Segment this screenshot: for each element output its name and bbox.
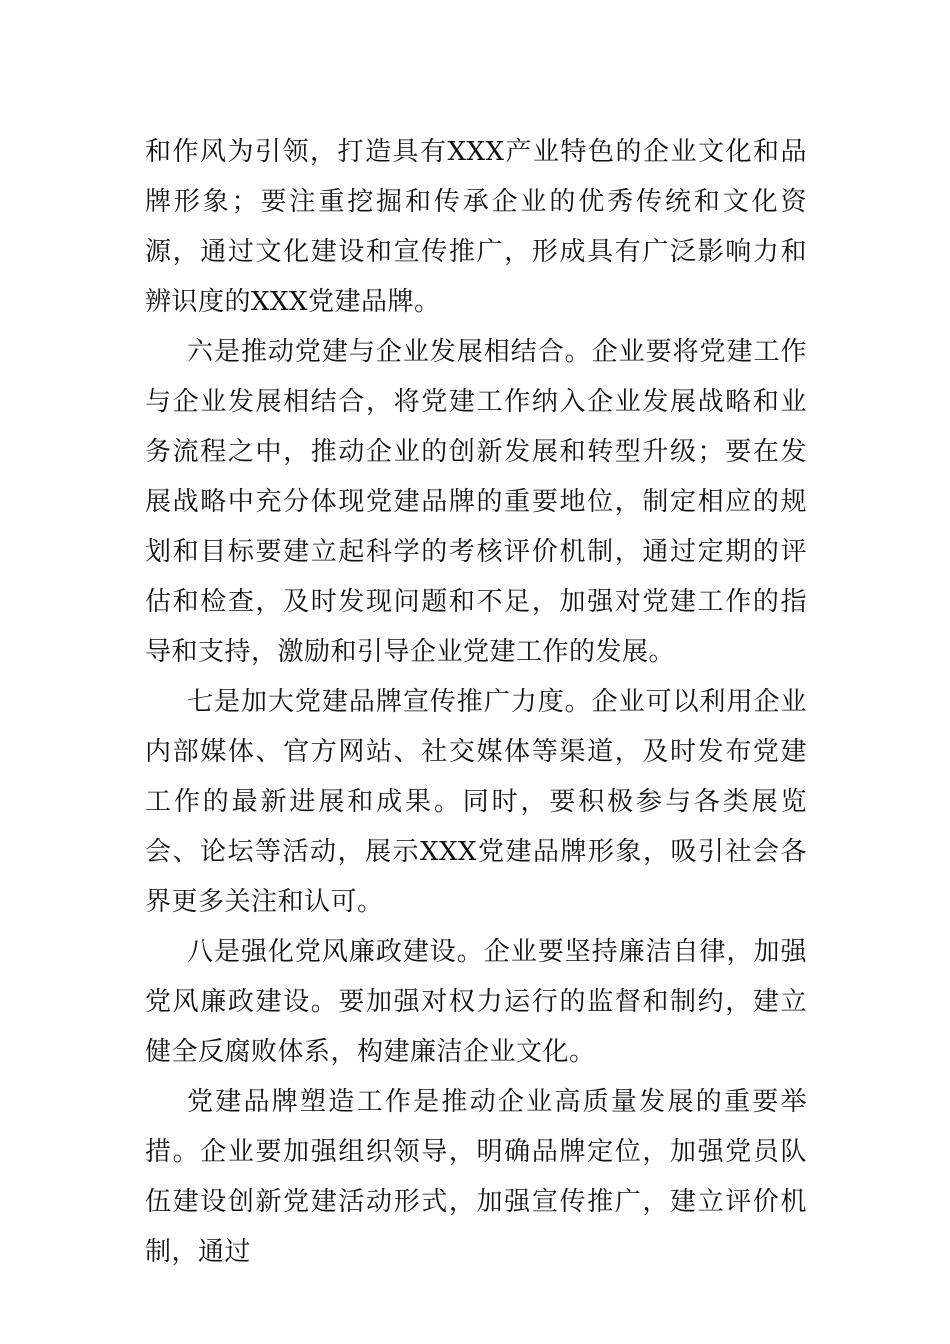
- paragraph-eight: 八是强化党风廉政建设。企业要坚持廉洁自律，加强党风廉政建设。要加强对权力运行的监督和制约，建立健全反腐败体系，构建廉洁企业文化。: [145, 937, 807, 1067]
- paragraph-six: 六是推动党建与企业发展相结合。企业要将党建工作与企业发展相结合，将党建工作纳入企业发展战略和业务流程之中，推动企业的创新发展和转型升级；要在发展战略中充分体现党建品牌的重要地位，制定相应的规划和目标要建立起科学的考核评价机制，通过定期的评估和检查，及时发现问题和不足，加强对党建工作的指导和支持，激励和引导企业党建工作的发展。: [145, 337, 807, 667]
- document-body: [145, 127, 807, 1277]
- paragraph-seven: 七是加大党建品牌宣传推广力度。企业可以利用企业内部媒体、官方网站、社交媒体等渠道，及时发布党建工作的最新进展和成果。同时，要积极参与各类展览会、论坛等活动，展示XXX党建品牌形象，吸引社会各界更多关注和认可。: [145, 687, 807, 917]
- paragraph-conclusion: 党建品牌塑造工作是推动企业高质量发展的重要举措。企业要加强组织领导，明确品牌定位，加强党员队伍建设创新党建活动形式，加强宣传推广，建立评价机制，通过: [145, 1087, 807, 1267]
- paragraph-continuation: 和作风为引领，打造具有XXX产业特色的企业文化和品牌形象；要注重挖掘和传承企业的优秀传统和文化资源，通过文化建设和宣传推广，形成具有广泛影响力和辨识度的XXX党建品牌。: [145, 137, 807, 317]
